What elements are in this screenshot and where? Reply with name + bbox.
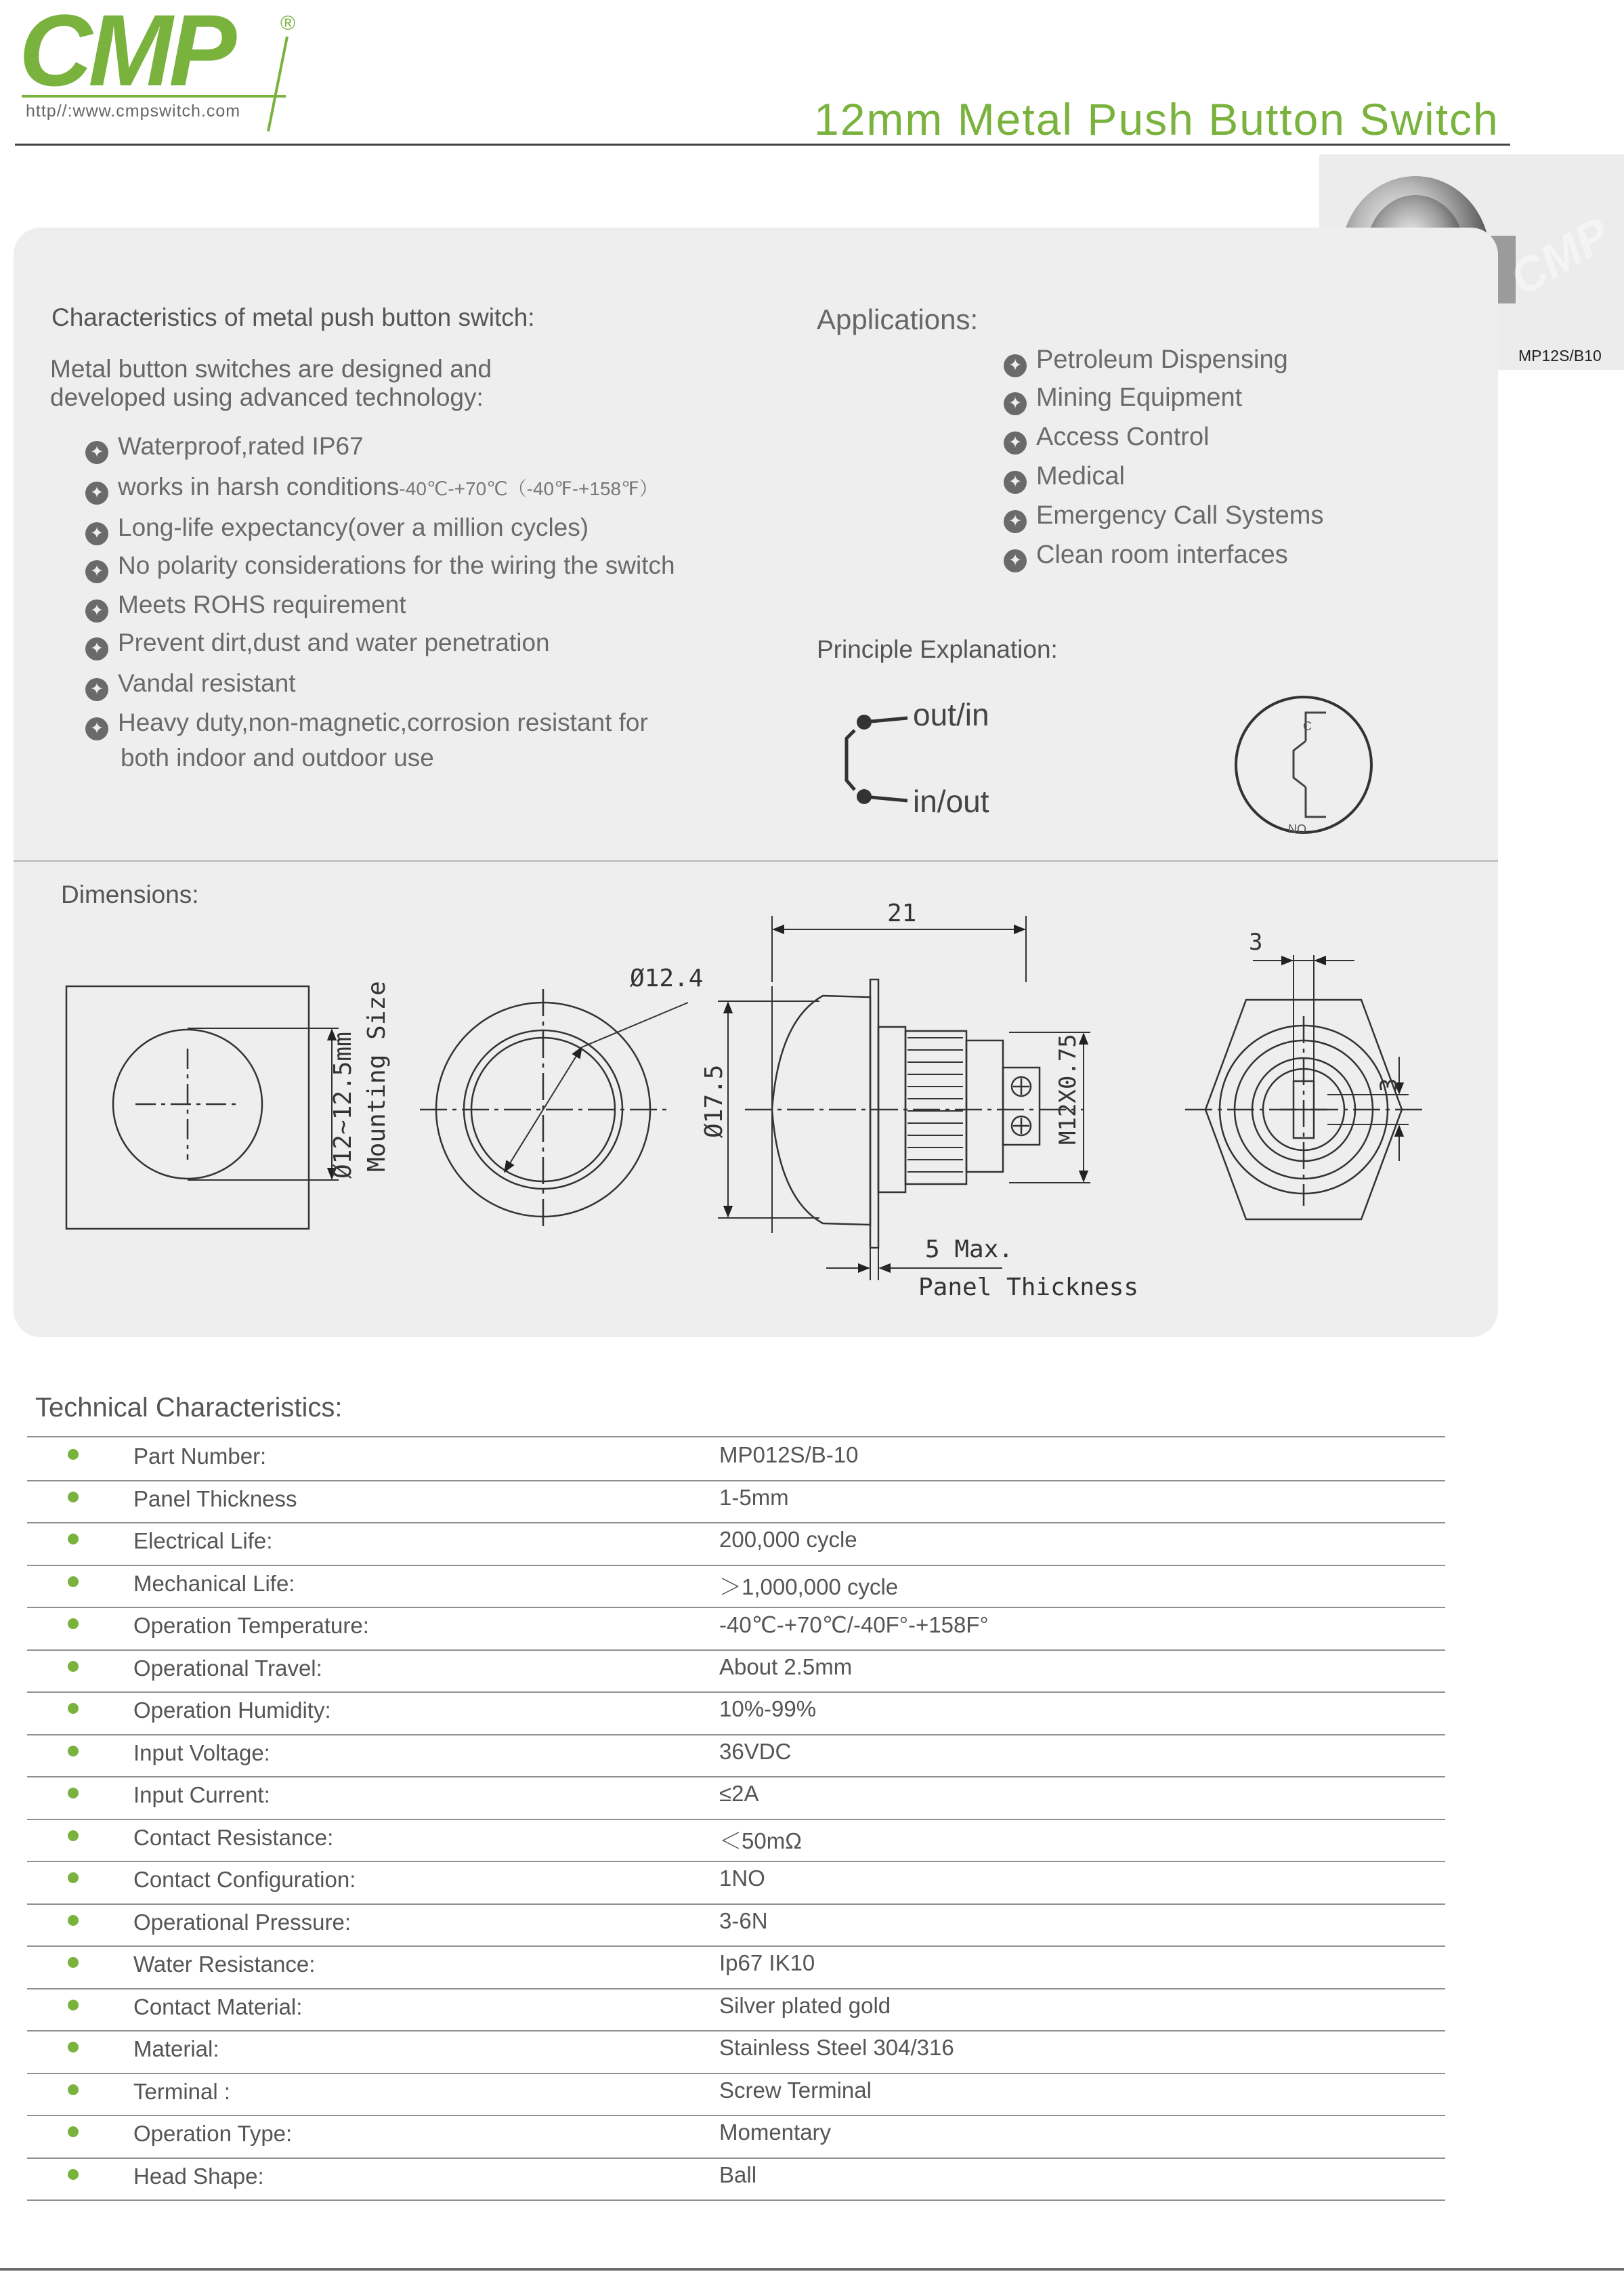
- characteristics-intro-1: Metal button switches are designed and: [50, 355, 492, 383]
- row-label: Operational Travel:: [133, 1655, 322, 1681]
- star-circle-icon: ✦: [1004, 392, 1027, 415]
- dimension-drawing: [41, 881, 1476, 1314]
- row-value: ≤2A: [719, 1781, 759, 1807]
- feature-item: ✦ Vandal resistant: [85, 669, 296, 698]
- row-value: About 2.5mm: [719, 1654, 853, 1679]
- feature-item: ✦ No polarity considerations for the wiring the switch: [85, 551, 675, 581]
- table-row: [27, 1819, 1445, 1863]
- table-row: [27, 1734, 1445, 1778]
- feature-item: ✦ Prevent dirt,dust and water penetration: [85, 629, 550, 658]
- bullet-dot-icon: [68, 1830, 79, 1841]
- table-row: [27, 1945, 1445, 1989]
- star-circle-icon: ✦: [85, 599, 108, 623]
- star-circle-icon: ✦: [1004, 354, 1027, 377]
- feature-item: ✦ Long-life expectancy(over a million cycles): [85, 513, 589, 543]
- registered-mark: ®: [280, 12, 296, 35]
- table-row: [27, 1565, 1445, 1609]
- dim-thread: M12X0.75: [1054, 1034, 1082, 1145]
- row-value: MP012S/B-10: [719, 1442, 859, 1468]
- characteristics-intro-2: developed using advanced technology:: [50, 383, 484, 411]
- table-row: [27, 2157, 1445, 2202]
- bullet-dot-icon: [68, 1449, 79, 1460]
- bullet-dot-icon: [68, 2042, 79, 2052]
- dim-bezel-dia: Ø17.5: [700, 1064, 728, 1138]
- row-value: ＜50mΩ: [719, 1828, 802, 1853]
- row-value: Silver plated gold: [719, 1992, 891, 2018]
- row-label: Contact Configuration:: [133, 1867, 356, 1893]
- circuit-label-out-in: out/in: [913, 697, 989, 732]
- bullet-dot-icon: [68, 1872, 79, 1883]
- application-item: ✦ Mining Equipment: [1004, 383, 1242, 413]
- table-row: [27, 1903, 1445, 1947]
- page-title: 12mm Metal Push Button Switch: [814, 94, 1499, 144]
- symbol-label-c: C: [1303, 719, 1312, 733]
- row-value: Stainless Steel 304/316: [719, 2035, 954, 2061]
- switch-symbol: [1231, 692, 1376, 837]
- feature-item: ✦ Heavy duty,non-magnetic,corrosion resistant for: [85, 709, 648, 738]
- row-label: Head Shape:: [133, 2163, 264, 2189]
- table-row: [27, 1480, 1445, 1524]
- table-row: [27, 1607, 1445, 1651]
- star-circle-icon: ✦: [1004, 510, 1027, 533]
- table-row: [27, 1691, 1445, 1735]
- row-label: Contact Resistance:: [133, 1824, 334, 1850]
- row-label: Input Voltage:: [133, 1740, 270, 1765]
- dimensions-heading: Dimensions:: [61, 881, 199, 908]
- feature-item: ✦ Waterproof,rated IP67: [85, 432, 364, 461]
- bullet-dot-icon: [68, 1576, 79, 1587]
- row-value: Screw Terminal: [719, 2077, 872, 2103]
- row-label: Operation Type:: [133, 2121, 293, 2147]
- bullet-dot-icon: [68, 1957, 79, 1968]
- dim-mounting-dia: Ø12~12.5mm: [329, 1032, 357, 1179]
- tech-heading: Technical Characteristics:: [35, 1393, 343, 1423]
- circuit-label-in-out: in/out: [913, 784, 989, 819]
- row-value: -40℃-+70℃/-40F°-+158F°: [719, 1612, 989, 1638]
- table-row: [27, 1649, 1445, 1693]
- row-label: Panel Thickness: [133, 1486, 297, 1511]
- table-row: [27, 2115, 1445, 2159]
- application-item: ✦ Access Control: [1004, 423, 1210, 452]
- row-label: Operational Pressure:: [133, 1909, 351, 1935]
- bullet-dot-icon: [68, 2084, 79, 2095]
- dim-length: 21: [887, 900, 917, 927]
- characteristics-heading: Characteristics of metal push button switch:: [51, 303, 535, 331]
- dim-mounting-label: Mounting Size: [363, 981, 391, 1172]
- row-value: Ball: [719, 2162, 757, 2187]
- row-label: Material:: [133, 2036, 219, 2062]
- table-row: [27, 1861, 1445, 1905]
- symbol-label-no: NO: [1288, 822, 1306, 836]
- feature-item: ✦ Meets ROHS requirement: [85, 591, 406, 620]
- row-label: Electrical Life:: [133, 1528, 273, 1554]
- star-circle-icon: ✦: [85, 678, 108, 701]
- dim-terminal-h: 3: [1375, 1078, 1403, 1092]
- row-value: Momentary: [719, 2120, 832, 2145]
- row-value: 1-5mm: [719, 1484, 789, 1510]
- star-circle-icon: ✦: [1004, 431, 1027, 455]
- dim-panel-label: Panel Thickness: [918, 1273, 1139, 1301]
- bullet-dot-icon: [68, 1534, 79, 1544]
- row-value: 10%-99%: [719, 1696, 817, 1722]
- row-value: 200,000 cycle: [719, 1527, 857, 1553]
- row-label: Operation Humidity:: [133, 1698, 331, 1723]
- row-value: 3-6N: [719, 1908, 768, 1933]
- star-circle-icon: ✦: [1004, 549, 1027, 572]
- bullet-dot-icon: [68, 1788, 79, 1798]
- temperature-note: -40℃-+70℃（-40℉-+158℉）: [399, 478, 658, 499]
- bullet-dot-icon: [68, 1618, 79, 1629]
- star-circle-icon: ✦: [85, 482, 108, 505]
- star-circle-icon: ✦: [85, 441, 108, 464]
- table-row: [27, 2073, 1445, 2117]
- dim-terminal-w: 3: [1249, 929, 1263, 956]
- dim-panel-max: 5 Max.: [925, 1236, 1014, 1263]
- bullet-dot-icon: [68, 2126, 79, 2137]
- row-value: ＞1,000,000 cycle: [719, 1574, 899, 1599]
- row-label: Operation Temperature:: [133, 1613, 369, 1639]
- bullet-dot-icon: [68, 2000, 79, 2010]
- row-label: Contact Material:: [133, 1994, 303, 2019]
- table-row: [27, 2030, 1445, 2074]
- star-circle-icon: ✦: [1004, 471, 1027, 494]
- table-row: [27, 1988, 1445, 2032]
- bullet-dot-icon: [68, 1746, 79, 1756]
- row-label: Water Resistance:: [133, 1952, 316, 1977]
- footer-rule: [0, 2268, 1624, 2271]
- row-value: Ip67 IK10: [719, 1950, 815, 1976]
- feature-item: ✦ works in harsh conditions -40℃-+70℃（-40℉-+158℉）: [85, 473, 658, 502]
- website-url: http//:www.cmpswitch.com: [26, 102, 241, 121]
- feature-continuation: both indoor and outdoor use: [121, 744, 434, 772]
- table-row: [27, 1437, 1445, 1481]
- star-circle-icon: ✦: [85, 637, 108, 660]
- bullet-dot-icon: [68, 1915, 79, 1926]
- bullet-dot-icon: [68, 1703, 79, 1714]
- row-label: Terminal :: [133, 2078, 231, 2104]
- svg-text:CMP: CMP: [19, 9, 233, 107]
- bullet-dot-icon: [68, 1661, 79, 1672]
- row-label: Input Current:: [133, 1782, 270, 1808]
- application-item: ✦ Emergency Call Systems: [1004, 501, 1323, 530]
- application-item: ✦ Clean room interfaces: [1004, 541, 1288, 570]
- star-circle-icon: ✦: [85, 560, 108, 583]
- row-label: Part Number:: [133, 1444, 267, 1469]
- row-value: 36VDC: [719, 1738, 792, 1764]
- bullet-dot-icon: [68, 1492, 79, 1502]
- principle-heading: Principle Explanation:: [817, 635, 1058, 663]
- bullet-dot-icon: [68, 2169, 79, 2180]
- star-circle-icon: ✦: [85, 717, 108, 740]
- panel-divider: [14, 860, 1498, 862]
- applications-heading: Applications:: [817, 303, 979, 335]
- table-row: [27, 1776, 1445, 1820]
- dim-button-dia: Ø12.4: [630, 965, 704, 992]
- row-value: 1NO: [719, 1866, 765, 1891]
- application-item: ✦ Medical: [1004, 462, 1125, 491]
- row-label: Mechanical Life:: [133, 1570, 295, 1596]
- table-row: [27, 1522, 1445, 1566]
- svg-text:CMP: CMP: [1501, 207, 1619, 306]
- star-circle-icon: ✦: [85, 522, 108, 545]
- product-caption: MP12S/B10: [1518, 347, 1602, 364]
- application-item: ✦ Petroleum Dispensing: [1004, 345, 1288, 375]
